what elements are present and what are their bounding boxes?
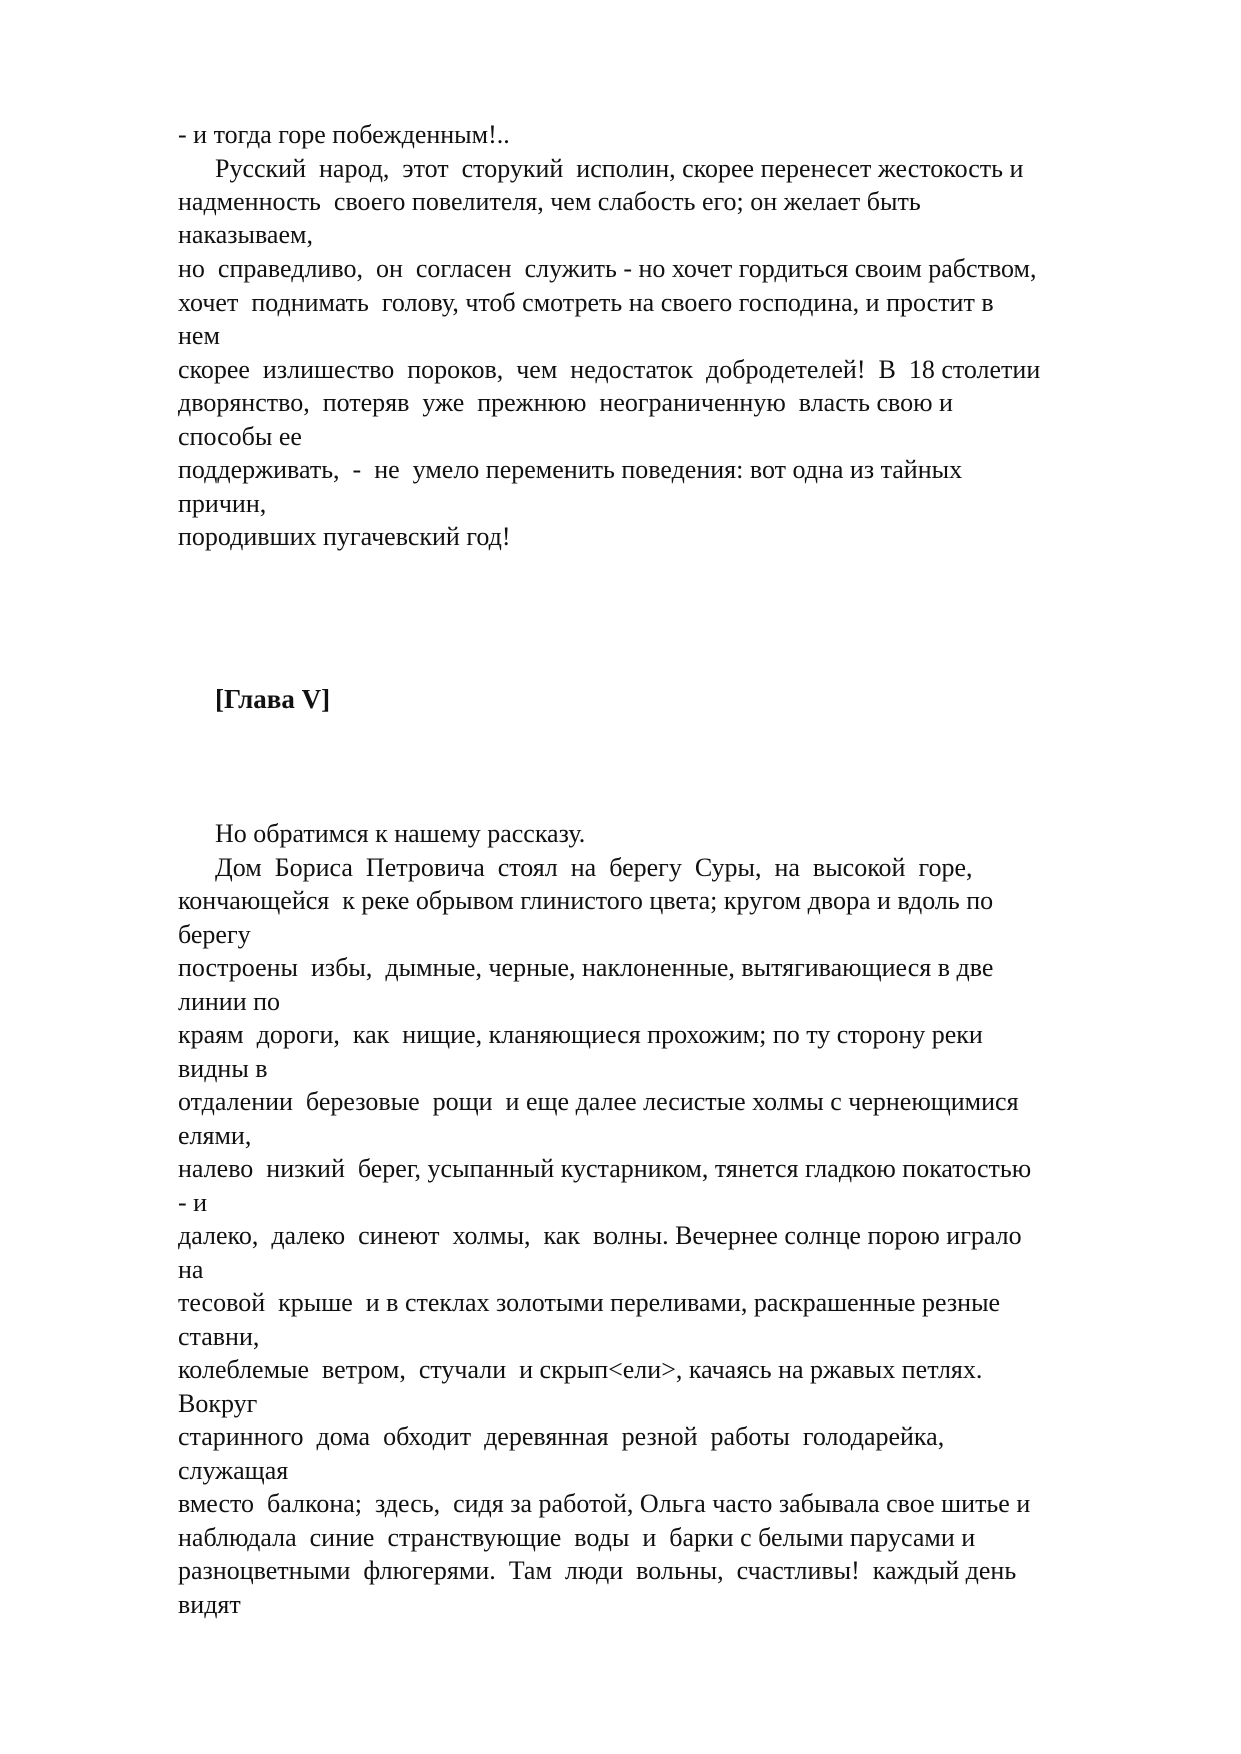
text-line: породивших пугачевский год! — [178, 522, 511, 551]
text-line: елями, — [178, 1121, 252, 1150]
text-line: Вокруг — [178, 1389, 258, 1418]
text-line: Но обратимся к нашему рассказу. — [215, 819, 586, 848]
text-line: колеблемые ветром, стучали и скрып<ели>, качаясь на ржавых петлях. — [178, 1355, 983, 1384]
text-line: вместо балкона; здесь, сидя за работой, Ольга часто забывала свое шитье и — [178, 1489, 1031, 1518]
text-line: тесовой крыше и в стеклах золотыми переливами, раскрашенные резные — [178, 1288, 1001, 1317]
text-line: наблюдала синие странствующие воды и барки с белыми парусами и — [178, 1523, 976, 1552]
text-line: старинного дома обходит деревянная резной работы голодарейка, — [178, 1422, 945, 1451]
text-line: видят — [178, 1590, 241, 1619]
text-line: ставни, — [178, 1322, 260, 1351]
text-line: налево низкий берег, усыпанный кустарником, тянется гладкою покатостью — [178, 1154, 1032, 1183]
text-line: кончающейся к реке обрывом глинистого цвета; кругом двора и вдоль по — [178, 886, 994, 915]
text-line: на — [178, 1255, 204, 1284]
text-line: построены избы, дымные, черные, наклоненные, вытягивающиеся в две — [178, 953, 994, 982]
text-line: Дом Бориса Петровича стоял на берегу Суры, на высокой горе, — [215, 853, 973, 882]
text-line: далеко, далеко синеют холмы, как волны. Вечернее солнце порою играло — [178, 1221, 1022, 1250]
text-line: хочет поднимать голову, чтоб смотреть на своего господина, и простит в — [178, 288, 994, 317]
text-line: нем — [178, 321, 220, 350]
text-line: способы ее — [178, 422, 302, 451]
chapter-heading: [Глава V] — [215, 684, 331, 714]
text-line: наказываем, — [178, 220, 313, 249]
text-line: краям дороги, как нищие, кланяющиеся прохожим; по ту сторону реки — [178, 1020, 983, 1049]
text-line: дворянство, потеряв уже прежнюю неограниченную власть свою и — [178, 388, 953, 417]
text-line: разноцветными флюгерями. Там люди вольны, счастливы! каждый день — [178, 1556, 1017, 1585]
text-line: но справедливо, он согласен служить - но хочет гордиться своим рабством, — [178, 254, 1037, 283]
text-line: отдалении березовые рощи и еще далее лесистые холмы с чернеющимися — [178, 1087, 1019, 1116]
text-line: - и — [178, 1188, 208, 1217]
text-line: скорее излишество пороков, чем недостаток добродетелей! В 18 столетии — [178, 355, 1041, 384]
text-line: линии по — [178, 987, 281, 1016]
text-line: берегу — [178, 920, 251, 949]
text-line: служащая — [178, 1456, 289, 1485]
text-line: причин, — [178, 489, 267, 518]
text-line: поддерживать, - не умело переменить поведения: вот одна из тайных — [178, 455, 963, 484]
text-line: надменность своего повелителя, чем слабость его; он желает быть — [178, 187, 921, 216]
text-line: - и тогда горе побежденным!.. — [178, 120, 510, 149]
text-line: Русский народ, этот сторукий исполин, скорее перенесет жестокость и — [215, 154, 1024, 183]
text-line: видны в — [178, 1054, 268, 1083]
